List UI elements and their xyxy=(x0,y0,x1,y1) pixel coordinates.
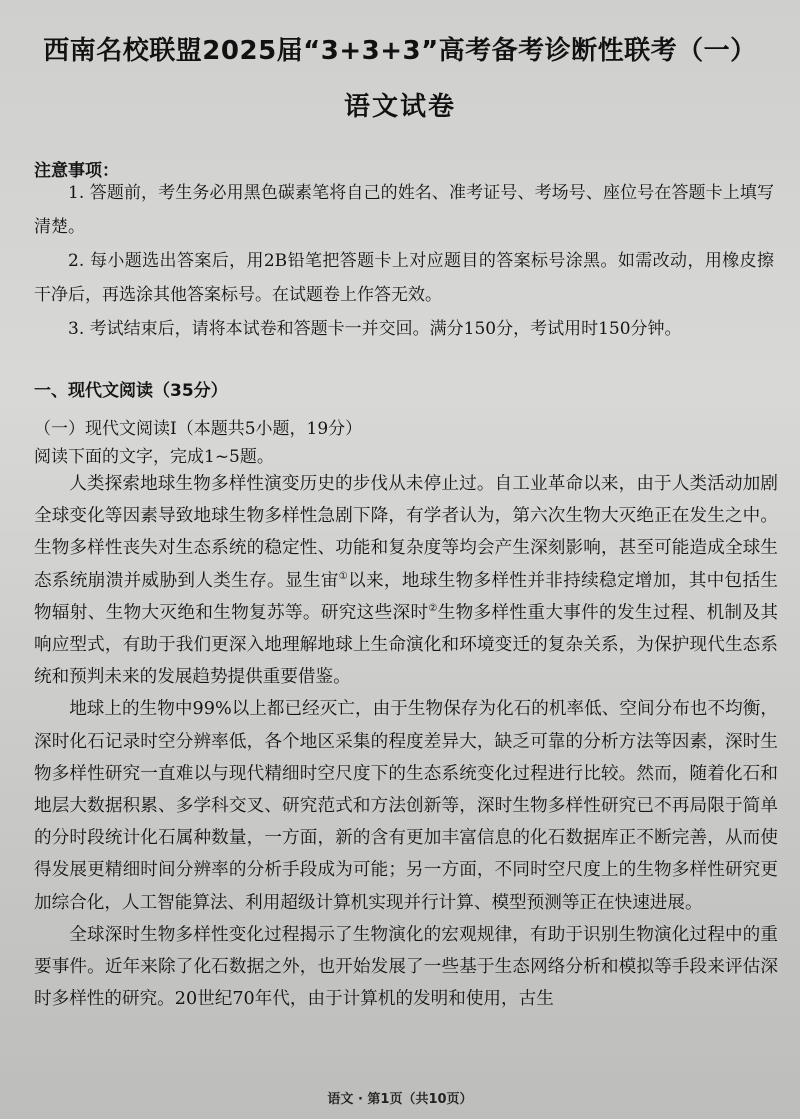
passage-paragraph: 地球上的生物中99%以上都已经灭亡，由于生物保存为化石的机率低、空间分布也不均衡，深时化石记录时空分辨率低，各个地区采集的程度差异大，缺乏可靠的分析方法等因素，深时生物多样性研究一直难以与现代精细时空尺度下的生态系统变化过程进行比较。然而，随着化石和地层大数据积累、多学科交叉、研究范式和方法创新等，深时生物多样性研究已不再局限于简单的分时段统计化石属种数量，一方面，新的含有更加丰富信息的化石数据库正不断完善，从而使得发展更精细时间分辨率的分析手段成为可能；另一方面，不同时空尺度上的生物多样性研究更加综合化，人工智能算法、利用超级计算机实现并行计算、模型预测等正在快速进展。 xyxy=(34,699,778,913)
notice-item: 1. 答题前，考生务必用黑色碳素笔将自己的姓名、准考证号、考场号、座位号在答题卡上填写清楚。 xyxy=(34,183,774,237)
passage-text: 人类探索地球生物多样性演变历史的步伐从未停止过。自工业革命以来，由于人类活动加剧全球变化等因素导致地球生物多样性急剧下降，有学者认为，第六次生物大灭绝正在发生之中。生物多样性丧失对生态系统的稳定性、功能和复杂度等均会产生深刻影响，甚至可能造成全球生态系统崩溃并威胁到人类生存。显生宙 xyxy=(34,474,778,591)
passage-paragraph: 全球深时生物多样性变化过程揭示了生物演化的宏观规律，有助于识别生物演化过程中的重要事件。近年来除了化石数据之外，也开始发展了一些基于生态网络分析和模拟等手段来评估深时多样性的研究。20世纪70年代，由于计算机的发明和使用，古生 xyxy=(34,924,778,1010)
notice-list xyxy=(34,176,774,346)
page-footer: 语文 · 第1页（共10页） xyxy=(327,1092,473,1107)
exam-subtitle: 语文试卷 xyxy=(343,92,456,122)
notice-item: 2. 每小题选出答案后，用2B铅笔把答题卡上对应题目的答案标号涂黑。如需改动，用橡皮擦干净后，再选涂其他答案标号。在试题卷上作答无效。 xyxy=(34,251,774,305)
section-heading: 一、现代文阅读（35分） xyxy=(34,381,228,401)
exam-title: 西南名校联盟2025届“3+3+3”高考备考诊断性联考（一） xyxy=(43,36,757,66)
passage-paragraph xyxy=(34,468,778,693)
reading-passage xyxy=(34,468,778,1015)
footnote-marker: ① xyxy=(338,570,349,582)
passage-text: 生物多样性重大事件的发生过程、机制及其响应型式，有助于我们更深入地理解地球上生命演化和环境变迁的复杂关系，为保护现代生态系统和预判未来的发展趋势提供重要借鉴。 xyxy=(34,602,778,688)
passage-text: 以来，地球生物多样性并非持续稳定增加，其中包括生物辐射、生物大灭绝和生物复苏等。研究这些深时 xyxy=(34,570,778,623)
footnote-marker: ② xyxy=(428,602,438,614)
section-subheading: （一）现代文阅读Ⅰ（本题共5小题，19分） xyxy=(34,419,363,439)
notice-item: 3. 考试结束后，请将本试卷和答题卡一并交回。满分150分，考试用时150分钟。 xyxy=(68,319,682,339)
reading-instruction: 阅读下面的文字，完成1~5题。 xyxy=(34,447,274,467)
notice-heading: 注意事项： xyxy=(34,161,119,181)
